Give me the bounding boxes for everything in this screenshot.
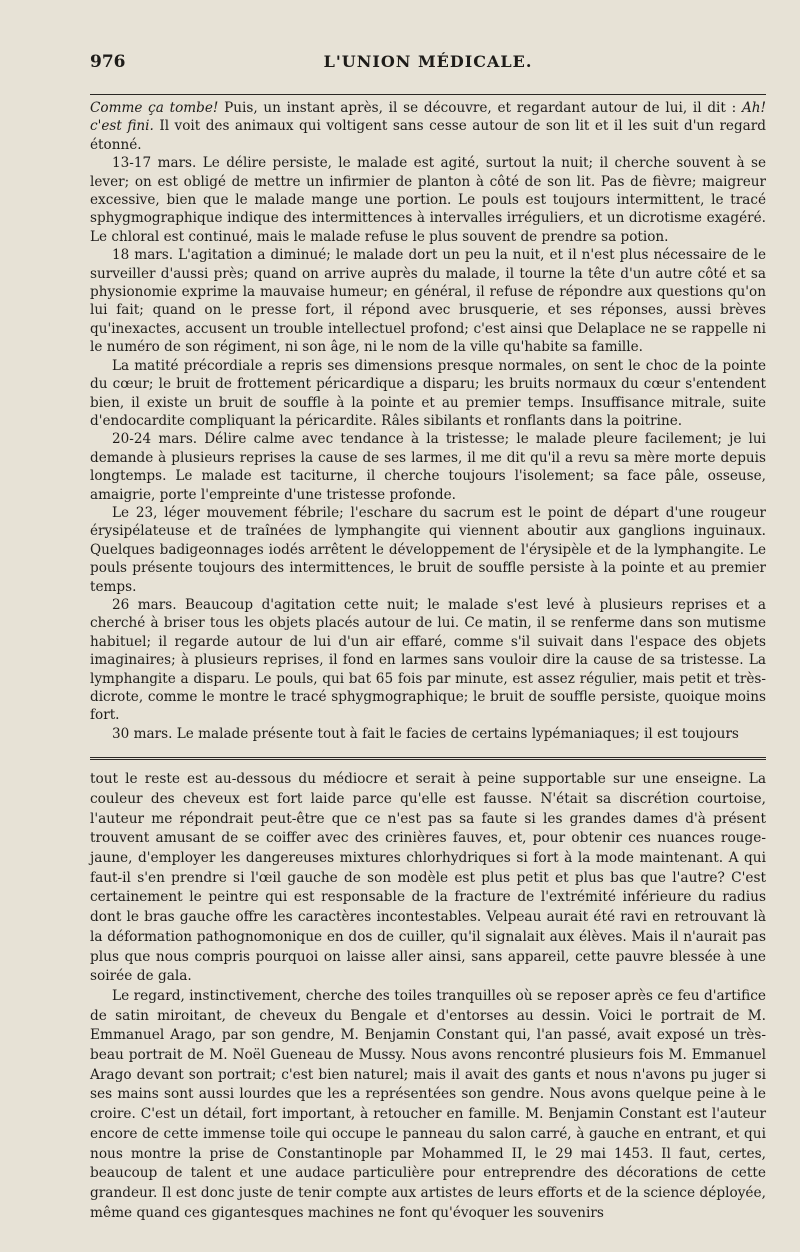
clinical-paragraph-1 (90, 99, 766, 154)
quote-2: Ah! c'est fini. (90, 100, 766, 135)
journal-title: L'UNION MÉDICALE. (323, 52, 533, 71)
clinical-paragraph-8: 30 mars. Le malade présente tout à fait le facies de certains lypémaniaques; il est toujours (112, 725, 739, 742)
header-rule (90, 94, 766, 95)
clinical-paragraph-3: 18 mars. L'agitation a diminué; le malade dort un peu la nuit, et il n'est plus nécessaire de le surveiller d'aussi près; quand on arrive auprès du malade, il tourne la tête d'un autre côté et sa physionomie exprime la mauvaise humeur; en général, il refuse de répondre aux questions qu'on lui fait; quand on le presse fort, il répond avec brusquerie, et ses réponses, aussi brèves qu'inexactes, accusent un trouble intellectuel profond; c'est ainsi que Delaplace ne se rappelle ni le numéro de son régiment, ni son âge, ni le nom de la ville qu'habite sa famille. (90, 247, 766, 356)
text-span: Puis, un instant après, il se découvre, et regardant autour de lui, il dit : (218, 100, 742, 116)
feuilleton-separator (90, 757, 766, 760)
clinical-observation (90, 99, 766, 743)
quote-1: Comme ça tombe! (90, 100, 219, 116)
clinical-paragraph-7: 26 mars. Beaucoup d'agitation cette nuit; le malade s'est levé à plusieurs reprises et a cherché à briser tous les objets placés autour de lui. Ce matin, il se renferme dans son mutisme habituel; il regarde autour de lui d'un air effaré, comme s'il suivait dans l'espace des objets imaginaires; à plusieurs reprises, il fond en larmes sans vouloir dire la cause de sa tristesse. La lymphangite a disparu. Le pouls, qui bat 65 fois par minute, est assez régulier, mais petit et très-dicrote, comme le montre le tracé sphygmographique; le bruit de souffle persiste, quoique moins fort. (90, 596, 766, 724)
clinical-paragraph-4: La matité précordiale a repris ses dimensions presque normales, on sent le choc de la pointe du cœur; le bruit de frottement péricardique a disparu; les bruits normaux du cœur s'entendent bien, il existe un bruit de souffle à la pointe et au premier temps. Insuffisance mitrale, suite d'endocardite compliquant la péricardite. Râles sibilants et ronflants dans la poitrine. (90, 357, 766, 429)
clinical-paragraph-6: Le 23, léger mouvement fébrile; l'eschare du sacrum est le point de départ d'une rougeur érysipélateuse et de traînées de lymphangite qui viennent aboutir aux ganglions inguinaux. Quelques badigeonnages iodés arrêtent le développement de l'érysipèle et de la lymphangite. Le pouls présente toujours des intermittences, le bruit de souffle persiste à la pointe et au premier temps. (90, 504, 766, 595)
feuilleton-paragraph-2: Le regard, instinctivement, cherche des toiles tranquilles où se reposer après ce feu d'artifice de satin miroitant, de cheveux du Bengale et d'entorses au dessin. Voici le portrait de M. Emmanuel Arago, par son gendre, M. Benjamin Constant qui, l'an passé, avait exposé un très-beau portrait de M. Noël Gueneau de Mussy. Nous avons rencontré plusieurs fois M. Emmanuel Arago devant son portrait; c'est bien naturel; mais il avait des gants et nous n'avons pu juger si ses mains sont aussi lourdes que les a représentées son gendre. Nous avons quelque peine à le croire. C'est un détail, fort important, à retoucher en famille. M. Benjamin Constant est l'auteur encore de cette immense toile qui occupe le panneau du salon carré, à gauche en entrant, et qui nous montre la prise de Constantinople par Mohammed II, le 29 mai 1453. Il faut, certes, beaucoup de talent et une audace particulière pour entreprendre des décorations de cette grandeur. Il est donc juste de tenir compte aux artistes de leurs efforts et de la science déployée, même quand ces gigantesques machines ne font qu'évoquer les souvenirs (90, 987, 766, 1221)
clinical-paragraph-5: 20-24 mars. Délire calme avec tendance à la tristesse; le malade pleure facilement; je lui demande à plusieurs reprises la cause de ses larmes, il me dit qu'il a revu sa mère morte depuis longtemps. Le malade est taciturne, il cherche toujours l'isolement; sa face pâle, osseuse, amaigrie, porte l'empreinte d'une tristesse profonde. (90, 431, 766, 503)
clinical-paragraph-2: 13-17 mars. Le délire persiste, le malade est agité, surtout la nuit; il cherche souvent à se lever; on est obligé de mettre un infirmier de planton à côté de son lit. Pas de fièvre; maigreur excessive, bien que le malade mange une portion. Le pouls est toujours intermittent, le tracé sphygmographique indique des intermittences à intervalles irréguliers, et un dicrotisme exagéré. Le chloral est continué, mais le malade refuse le plus souvent de prendre sa potion. (90, 155, 766, 245)
text-span: Il voit des animaux qui voltigent sans cesse autour de son lit et il les suit d'un regard étonné. (90, 118, 766, 153)
page-header (90, 52, 766, 86)
feuilleton-paragraph-1: tout le reste est au-dessous du médiocre et serait à peine supportable sur une enseigne. La couleur des cheveux est fort laide parce qu'elle est fausse. N'était sa discrétion courtoise, l'auteur me répondrait peut-être que ce n'est pas sa faute si les grandes dames d'à présent trouvent amusant de se coiffer avec des crinières fauves, et, pour obtenir ces nuances rouge-jaune, d'employer les dangereuses mixtures chlorhydriques si fort à la mode maintenant. A qui faut-il s'en prendre si l'œil gauche de son modèle est plus petit et plus bas que l'autre? C'est certainement le peintre qui est responsable de la fracture de l'extrémité inférieure du radius dont le bras gauche offre les caractères incontestables. Velpeau aurait été ravi en retrouvant là la déformation pathognomonique en dos de cuiller, qu'il signalait aux élèves. Mais il n'aurait pas plus que nous compris pourquoi on laisse aller ainsi, sans appareil, cette pauvre blessée à une soirée de gala. (90, 771, 766, 985)
feuilleton-section (90, 770, 766, 1223)
page-number: 976 (90, 52, 126, 72)
